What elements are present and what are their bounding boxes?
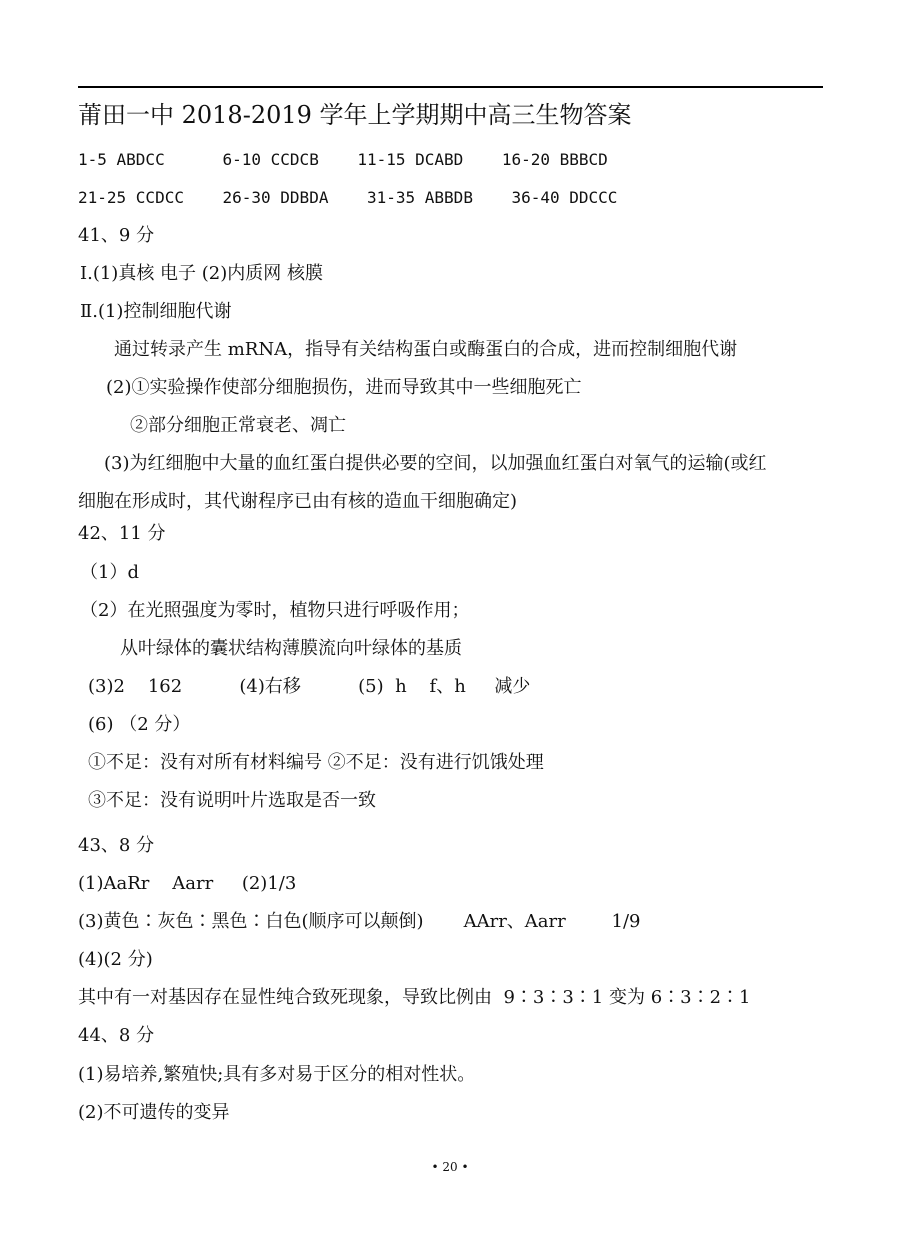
- q43-header: 43、8 分: [78, 835, 155, 856]
- q41-line-1: Ⅰ.(1)真核 电子 (2)内质网 核膜: [80, 263, 323, 284]
- q44-header: 44、8 分: [78, 1025, 155, 1046]
- q42-line-1: （1）d: [80, 562, 139, 583]
- q41-header: 41、9 分: [78, 225, 155, 246]
- q41-line-5: ②部分细胞正常衰老、凋亡: [130, 415, 346, 436]
- q42-header: 42、11 分: [78, 523, 166, 544]
- q43-line-4: 其中有一对基因存在显性纯合致死现象，导致比例由 9∶3∶3∶1 变为 6∶3∶2∶1: [78, 987, 751, 1008]
- q44-line-2: (2)不可遗传的变异: [78, 1102, 230, 1123]
- document-title: 莆田一中 2018-2019 学年上学期期中高三生物答案: [78, 101, 632, 129]
- q41-line-6: (3)为红细胞中大量的血红蛋白提供必要的空间，以加强血红蛋白对氧气的运输(或红: [104, 453, 767, 474]
- q43-line-3: (4)(2 分): [78, 949, 153, 970]
- q44-line-1: (1)易培养,繁殖快;具有多对易于区分的相对性状。: [78, 1064, 476, 1085]
- q41-line-4: (2)①实验操作使部分细胞损伤，进而导致其中一些细胞死亡: [106, 377, 582, 398]
- mc-answers-row-2: 21-25 CCDCC 26-30 DDBDA 31-35 ABBDB 36-40 DDCCC: [78, 188, 618, 207]
- q43-line-2: (3)黄色∶灰色∶黑色∶白色(顺序可以颠倒) AArr、Aarr 1/9: [78, 911, 641, 932]
- q42-line-6: ①不足：没有对所有材料编号 ②不足：没有进行饥饿处理: [88, 752, 544, 773]
- mc-answers-row-1: 1-5 ABDCC 6-10 CCDCB 11-15 DCABD 16-20 BBBCD: [78, 150, 608, 169]
- q41-line-7: 细胞在形成时，其代谢程序已由有核的造血干细胞确定): [78, 491, 518, 512]
- page-number: • 20 •: [431, 1160, 469, 1174]
- q41-line-2: Ⅱ.(1)控制细胞代谢: [80, 301, 232, 322]
- q42-line-3: 从叶绿体的囊状结构薄膜流向叶绿体的基质: [120, 638, 462, 659]
- q43-line-1: (1)AaRr Aarr (2)1/3: [78, 873, 297, 894]
- q42-line-4: (3)2 162 (4)右移 (5) h f、h 减少: [88, 676, 531, 697]
- q42-line-7: ③不足：没有说明叶片选取是否一致: [88, 790, 376, 811]
- q42-line-5: (6) （2 分）: [88, 714, 191, 735]
- q42-line-2: （2）在光照强度为零时，植物只进行呼吸作用；: [80, 600, 470, 621]
- q41-line-3: 通过转录产生 mRNA，指导有关结构蛋白或酶蛋白的合成，进而控制细胞代谢: [114, 339, 738, 360]
- header-rule: [78, 86, 823, 88]
